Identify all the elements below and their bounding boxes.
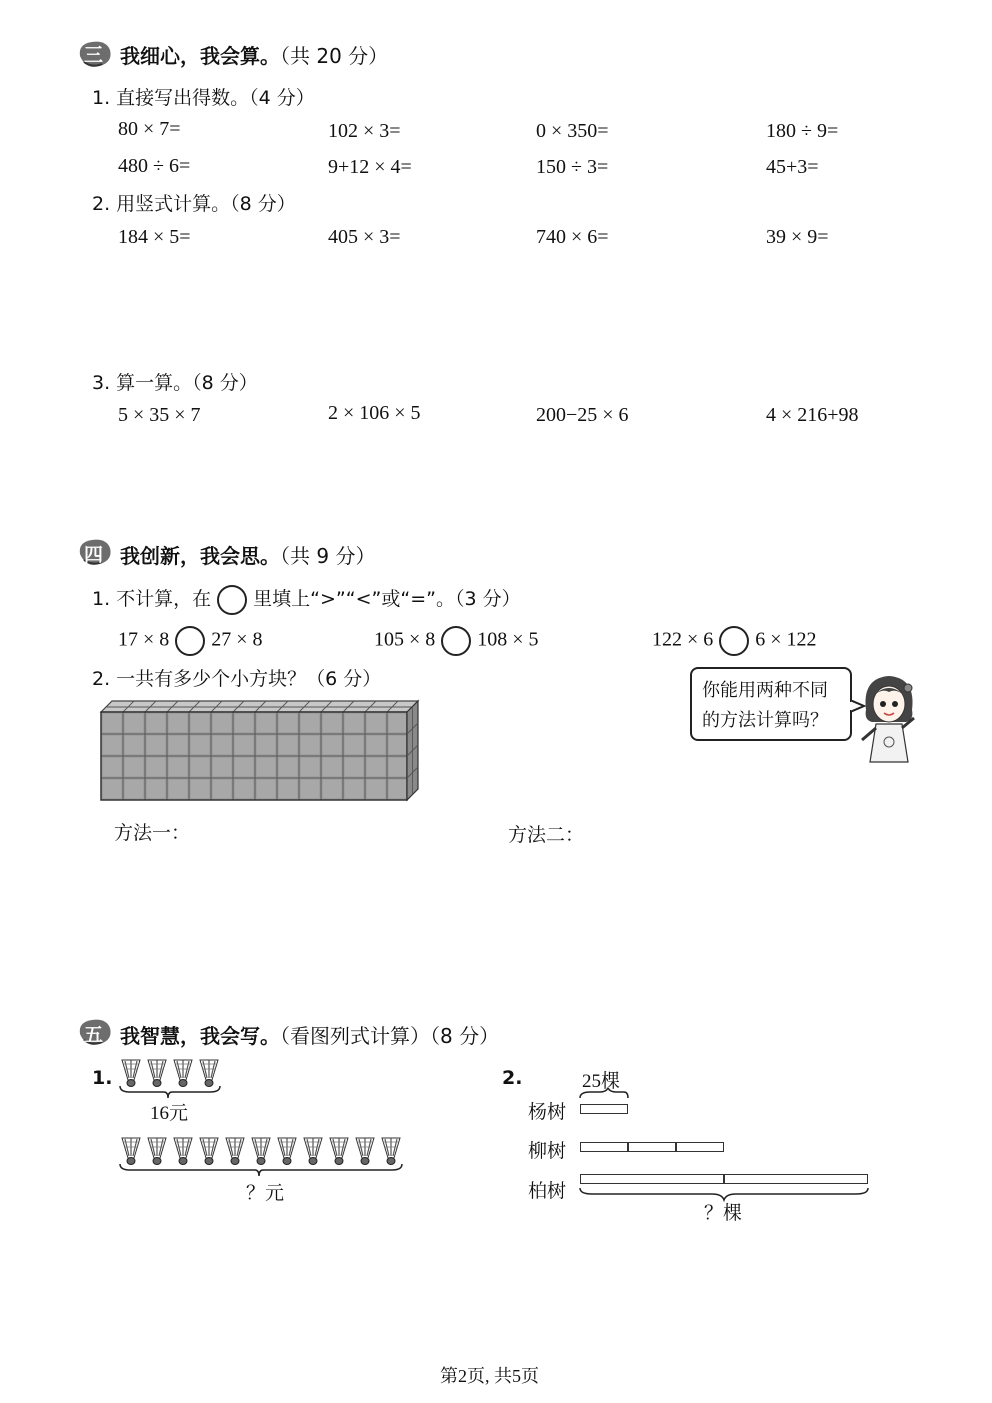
shuttlecock-icon — [226, 1138, 244, 1165]
shuttlecock-icon — [174, 1138, 192, 1165]
expression: 150 ÷ 3= — [536, 156, 609, 178]
expression: 0 × 350= — [536, 120, 609, 142]
shuttlecock-icon — [148, 1138, 166, 1165]
row-label-yang: 杨树 — [528, 1101, 567, 1123]
compare-right: 108 × 5 — [477, 628, 539, 651]
bar-yang — [580, 1104, 628, 1114]
section-score: （共 20 分） — [280, 44, 389, 68]
expression: 184 × 5= — [118, 226, 191, 248]
total-price-label: ？元 — [246, 1183, 285, 1204]
expression: 405 × 3= — [328, 226, 401, 248]
compare-right: 27 × 8 — [211, 628, 263, 651]
expression: 2 × 106 × 5 — [328, 402, 421, 424]
section-score: （看图列式计算）（8 分） — [280, 1024, 500, 1048]
compare-item — [118, 626, 263, 656]
shuttlecock-icon — [252, 1138, 270, 1165]
compare-left: 122 × 6 — [652, 628, 714, 651]
price-label: 16元 — [150, 1103, 189, 1124]
bubble-text: 的方法计算吗？ — [702, 710, 828, 731]
speech-bubble — [690, 667, 852, 741]
bar-liu-segment — [676, 1142, 724, 1152]
expression: 80 × 7= — [118, 118, 181, 140]
problem-number: 2. — [502, 1067, 523, 1089]
shuttlecock-icon — [200, 1060, 218, 1087]
brace — [120, 1086, 220, 1098]
shuttlecock-icon — [122, 1060, 140, 1087]
cube-block-illustration — [98, 696, 422, 806]
question-title: 2. 一共有多少个小方块？（6 分） — [92, 668, 382, 690]
section-title-text: 我细心，我会算。 — [120, 44, 280, 68]
answer-circle[interactable] — [441, 626, 471, 656]
section-number: 四 — [84, 544, 104, 566]
expression: 180 ÷ 9= — [766, 120, 839, 142]
shuttlecock-icon — [278, 1138, 296, 1165]
question-title: 3. 算一算。（8 分） — [92, 372, 258, 394]
brace — [120, 1164, 402, 1176]
bar-liu-segment — [580, 1142, 628, 1152]
shuttlecock-icon — [200, 1138, 218, 1165]
bar-liu-segment — [628, 1142, 676, 1152]
shuttlecock-icon — [356, 1138, 374, 1165]
question-title: 2. 用竖式计算。（8 分） — [92, 193, 296, 215]
expression: 39 × 9= — [766, 226, 829, 248]
answer-circle[interactable] — [175, 626, 205, 656]
question-title: 1. 直接写出得数。（4 分） — [92, 87, 315, 109]
shuttlecock-icon — [122, 1138, 140, 1165]
method-two-label: 方法二： — [508, 824, 585, 846]
answer-circle-sample — [217, 585, 247, 615]
compare-right: 6 × 122 — [755, 628, 817, 651]
section-title — [120, 1020, 499, 1049]
expression: 4 × 216+98 — [766, 404, 859, 426]
expression: 5 × 35 × 7 — [118, 404, 201, 426]
shuttlecock-icon — [304, 1138, 322, 1165]
section-title-text: 我创新，我会思。 — [120, 544, 280, 568]
method-one-label: 方法一： — [114, 822, 191, 844]
answer-circle[interactable] — [719, 626, 749, 656]
row-label-bai: 柏树 — [528, 1180, 567, 1202]
section-title — [120, 40, 388, 69]
section-title — [120, 540, 375, 569]
shuttlecock-icon — [330, 1138, 348, 1165]
expression: 102 × 3= — [328, 120, 401, 142]
compare-left: 105 × 8 — [374, 628, 436, 651]
expression: 480 ÷ 6= — [118, 155, 191, 177]
shuttlecock-icon — [382, 1138, 400, 1165]
bar-bai-segment — [724, 1174, 868, 1184]
question-title-part: 1. 不计算，在 — [92, 588, 212, 610]
section-number: 三 — [84, 44, 104, 66]
section-title-text: 我智慧，我会写。 — [120, 1024, 280, 1048]
compare-left: 17 × 8 — [118, 628, 170, 651]
row-label-liu: 柳树 — [528, 1140, 567, 1162]
expression: 740 × 6= — [536, 226, 609, 248]
unit-label: 25棵 — [582, 1071, 621, 1092]
compare-item — [374, 626, 539, 656]
shuttlecock-icon — [148, 1060, 166, 1087]
total-trees-label: ？棵 — [704, 1203, 743, 1224]
expression: 45+3= — [766, 156, 819, 178]
shuttlecock-group-2 — [116, 1134, 408, 1178]
expression: 200−25 × 6 — [536, 404, 629, 426]
problem-number: 1. — [92, 1067, 113, 1089]
section-score: （共 9 分） — [280, 544, 376, 568]
page-footer: 第2页, 共5页 — [440, 1366, 539, 1386]
expression: 9+12 × 4= — [328, 156, 412, 178]
question-title-part: 里填上“>”“<”或“=”。（3 分） — [253, 588, 521, 610]
question-title — [92, 584, 521, 615]
compare-item — [652, 626, 817, 656]
shuttlecock-icon — [174, 1060, 192, 1087]
girl-illustration-icon — [856, 670, 922, 766]
bar-bai-segment — [580, 1174, 724, 1184]
bubble-text: 你能用两种不同 — [702, 680, 828, 701]
top-brace — [578, 1088, 638, 1100]
section-number: 五 — [84, 1024, 104, 1046]
shuttlecock-group-1 — [116, 1056, 226, 1100]
